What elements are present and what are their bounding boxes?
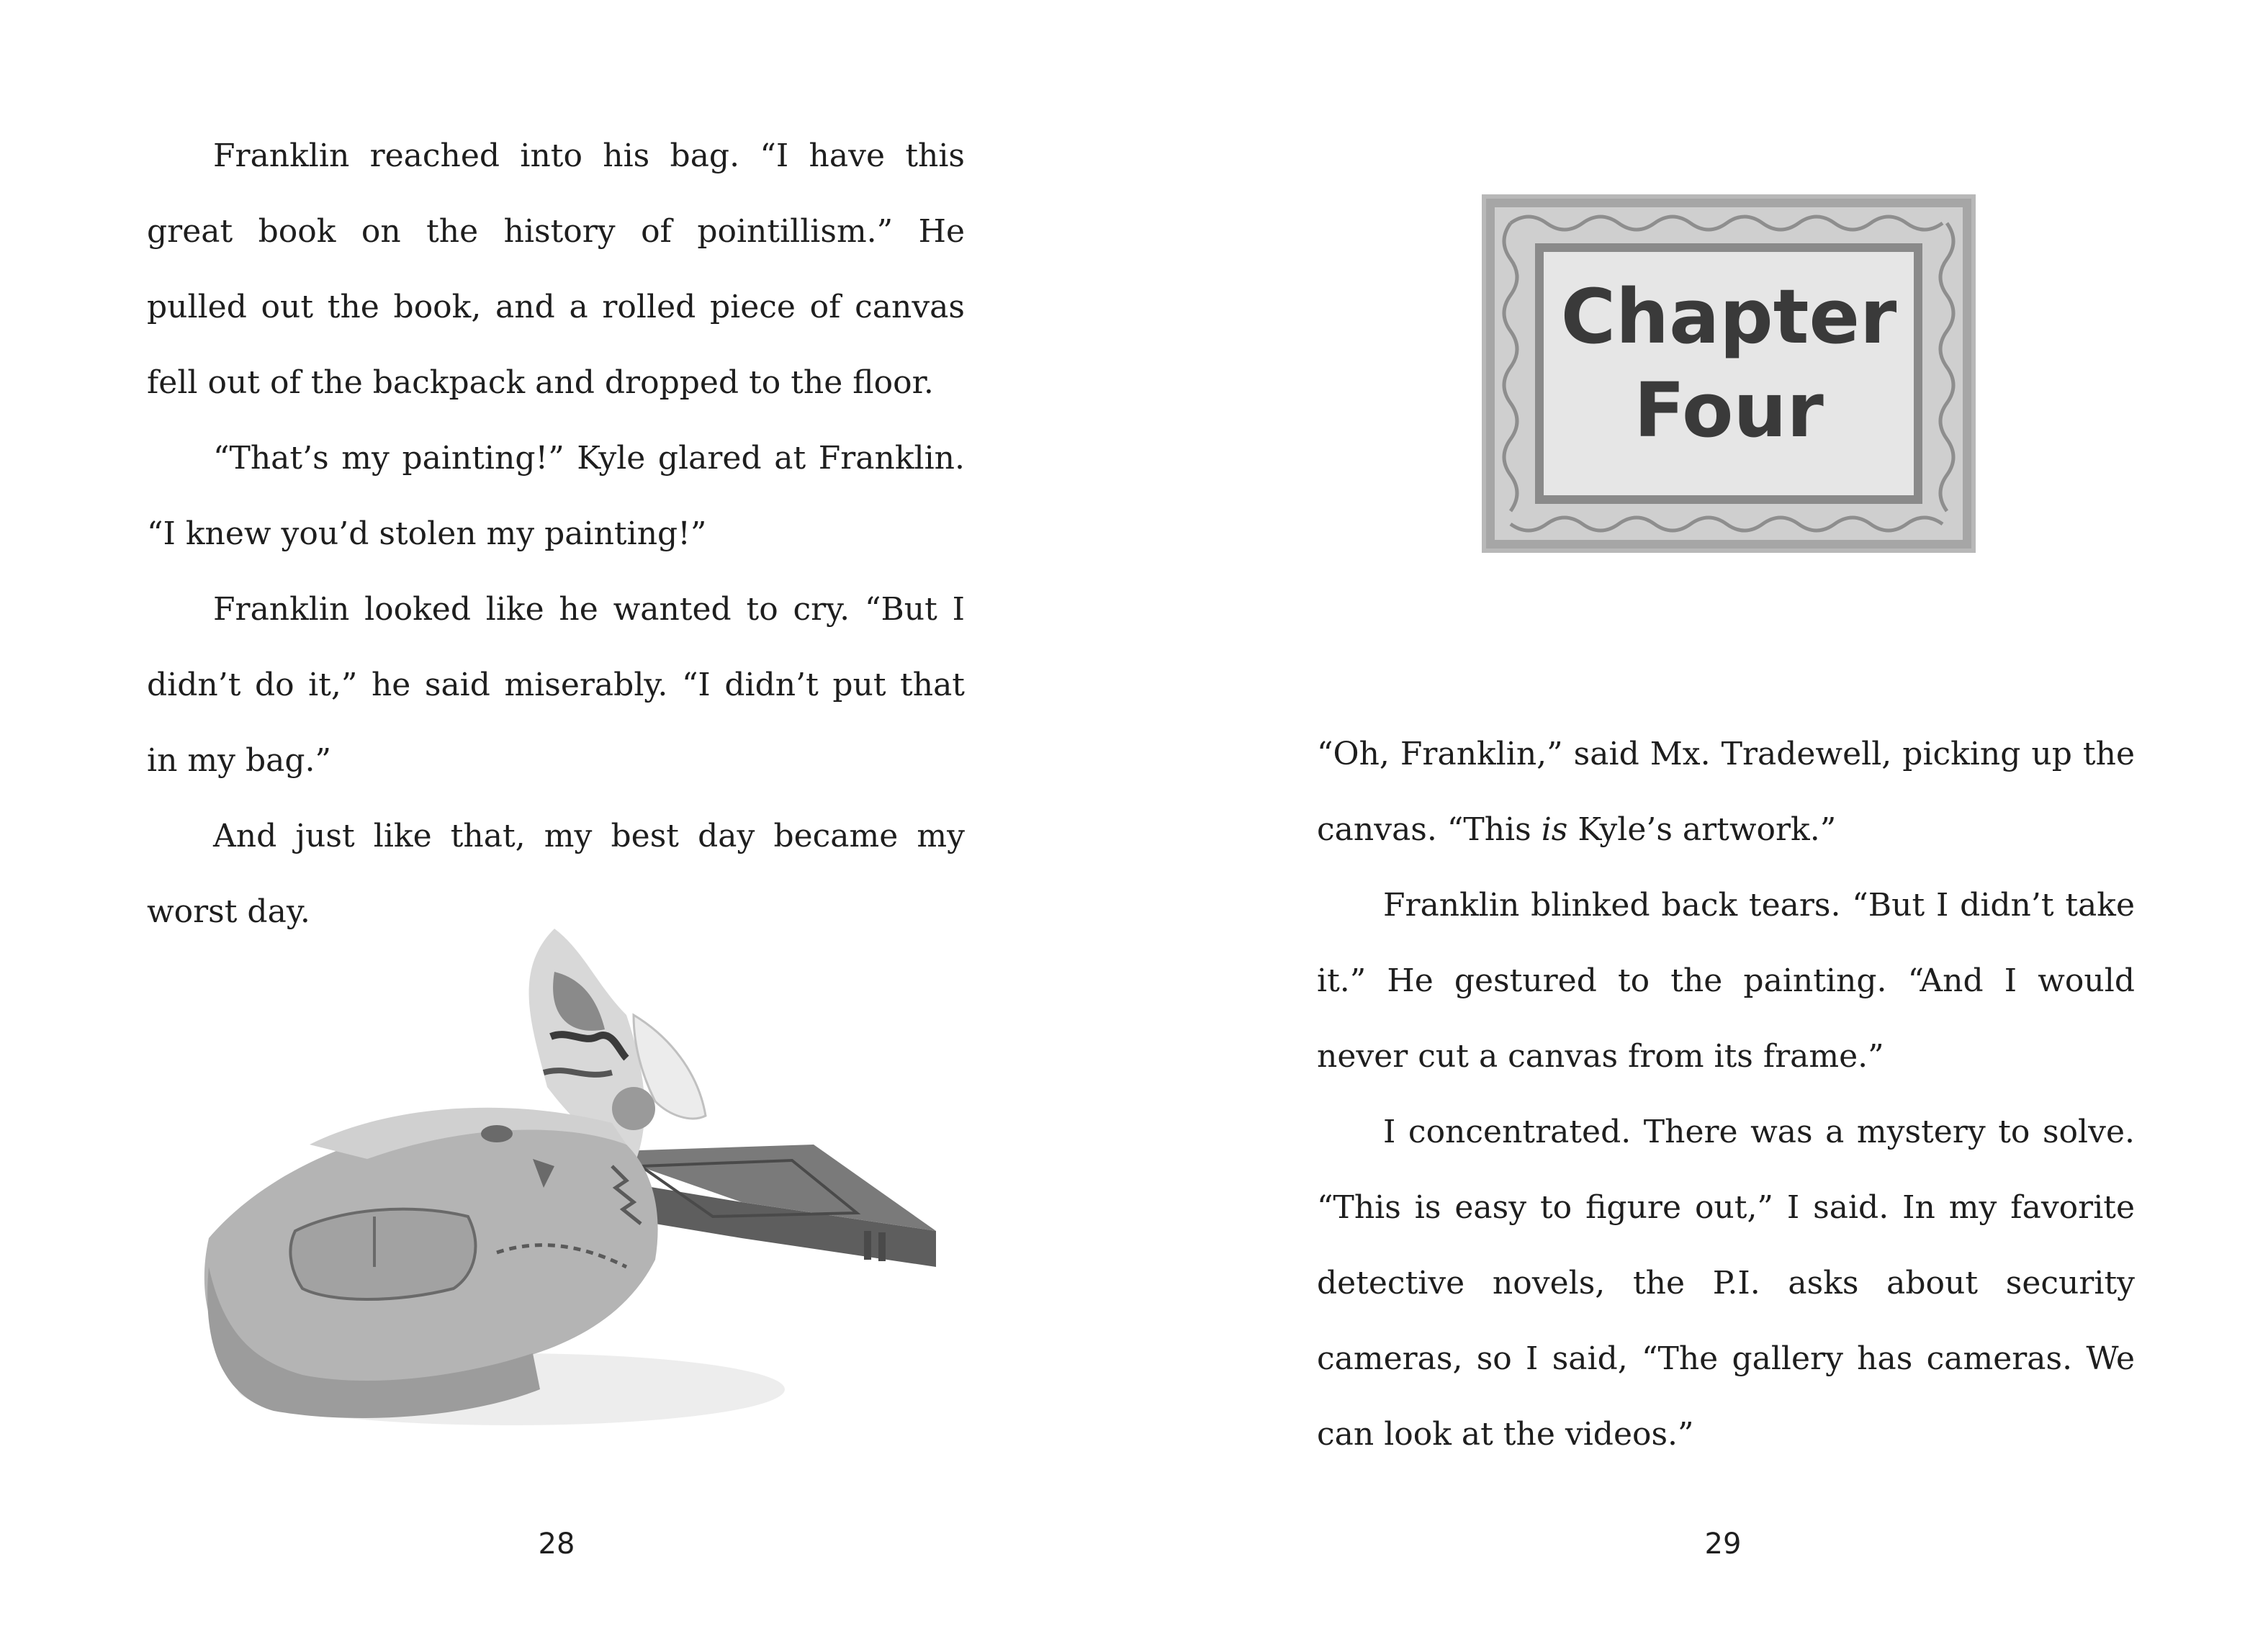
chapter-heading-line1: Chapter (1560, 273, 1897, 361)
backpack-book-canvas-illustration (194, 929, 958, 1447)
page-number: 29 (1704, 1528, 1742, 1561)
paragraph: I concentrated. There was a mystery to solve. “This is easy to figure out,” I said. In my favorite detective novels, the P.I. asks about security cameras, so I said, “The gallery has cameras. We can look at the videos.” (1317, 1114, 2135, 1453)
chapter-heading (1547, 270, 1911, 457)
paragraph: “Oh, Franklin,” said Mx. Tradewell, picking up the canvas. “This is Kyle’s artwork.” (1317, 736, 2135, 848)
emphasis-text: is (1541, 811, 1568, 848)
page-number: 28 (538, 1528, 575, 1561)
paragraph: And just like that, my best day became my worst day. (147, 818, 965, 930)
paragraph: Franklin blinked back tears. “But I didn’t take it.” He gestured to the painting. “And I would never cut a canvas from its frame.” (1317, 887, 2135, 1075)
paragraph: “That’s my painting!” Kyle glared at Franklin. “I knew you’d stolen my painting!” (147, 440, 965, 552)
chapter-heading-line2: Four (1634, 366, 1824, 454)
paragraph: Franklin looked like he wanted to cry. “But I didn’t do it,” he said miserably. “I didn’t put that in my bag.” (147, 591, 965, 779)
paragraph: Franklin reached into his bag. “I have this great book on the history of pointillism.” He pulled out the book, and a rolled piece of canvas fell out of the backpack and dropped to the floor. (147, 137, 965, 401)
right-page-text (1317, 716, 2135, 1472)
left-page-text (147, 118, 965, 949)
